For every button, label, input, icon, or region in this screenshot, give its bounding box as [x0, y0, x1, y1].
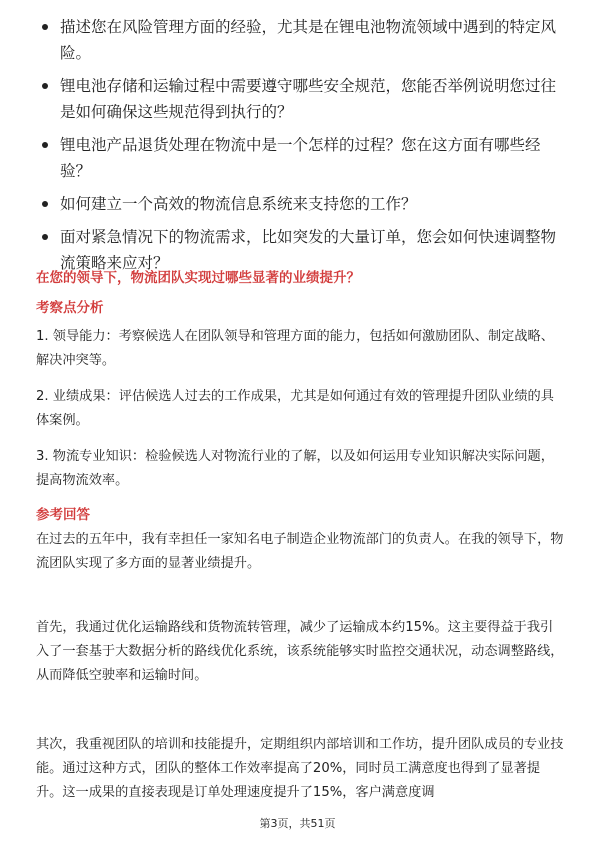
bullet-dot-icon — [42, 234, 48, 240]
analysis-item: 2. 业绩成果：评估候选人过去的工作成果，尤其是如何通过有效的管理提升团队业绩的具体案例。 — [36, 389, 554, 428]
bullet-dot-icon — [42, 24, 48, 30]
answer-paragraph: 其次，我重视团队的培训和技能提升，定期组织内部培训和工作坊，提升团队成员的专业技能。通过这种方式，团队的整体工作效率提高了20%，同时员工满意度也得到了显著提升。这一成果的直接表现是订单处理速度提升了15%，客户满意度调 — [36, 737, 564, 800]
analysis-list — [36, 325, 566, 505]
page-number-footer: 第3页，共51页 — [259, 817, 336, 830]
question-bullet-list — [42, 14, 562, 283]
analysis-title: 考察点分析 — [36, 300, 104, 316]
bullet-dot-icon — [42, 142, 48, 148]
question-bullet — [42, 132, 562, 184]
bullet-dot-icon — [42, 201, 48, 207]
question-text: 锂电池存储和运输过程中需要遵守哪些安全规范，您能否举例说明您过往是如何确保这些规范得到执行的？ — [60, 77, 557, 121]
question-text: 如何建立一个高效的物流信息系统来支持您的工作？ — [60, 195, 417, 213]
question-bullet — [42, 191, 562, 217]
bullet-dot-icon — [42, 83, 48, 89]
answer-paragraph: 首先，我通过优化运输路线和货物流转管理，减少了运输成本约15%。这主要得益于我引入了一套基于大数据分析的路线优化系统，该系统能够实时监控交通状况，动态调整路线，从而降低空驶率和运输时间。 — [36, 620, 564, 683]
question-bullet — [42, 14, 562, 66]
question-text: 描述您在风险管理方面的经验，尤其是在锂电池物流领域中遇到的特定风险。 — [60, 18, 557, 62]
analysis-item: 1. 领导能力：考察候选人在团队领导和管理方面的能力，包括如何激励团队、制定战略、解决冲突等。 — [36, 329, 554, 368]
question-bullet — [42, 73, 562, 125]
section-question-heading: 在您的领导下，物流团队实现过哪些显著的业绩提升？ — [36, 270, 360, 286]
question-text: 面对紧急情况下的物流需求，比如突发的大量订单，您会如何快速调整物流策略来应对？ — [60, 228, 557, 272]
answer-title: 参考回答 — [36, 507, 90, 523]
answer-paragraph: 在过去的五年中，我有幸担任一家知名电子制造企业物流部门的负责人。在我的领导下，物流团队实现了多方面的显著业绩提升。 — [36, 532, 564, 571]
question-text: 锂电池产品退货处理在物流中是一个怎样的过程？您在这方面有哪些经验？ — [60, 136, 541, 180]
analysis-item: 3. 物流专业知识：检验候选人对物流行业的了解，以及如何运用专业知识解决实际问题，提高物流效率。 — [36, 449, 554, 488]
